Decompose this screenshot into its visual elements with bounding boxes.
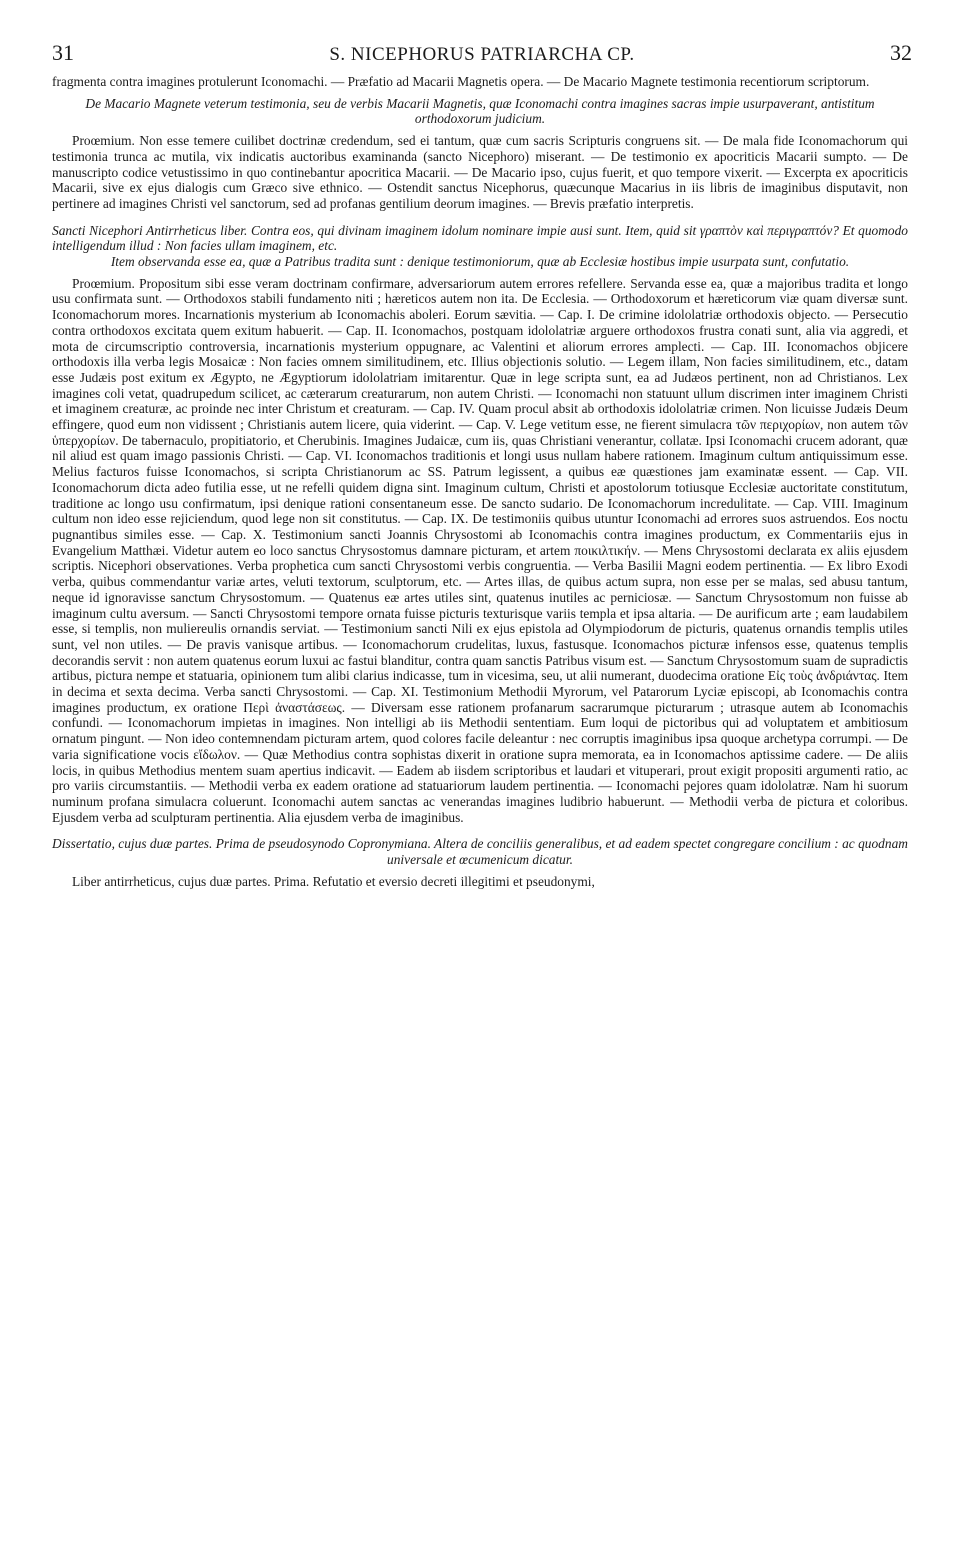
heading-observanda: Item observanda esse ea, quæ a Patribus tradita sunt : denique testimoniorum, quæ ab Ecclesiæ hostibus impie usurpata sunt, confutatio.: [110, 254, 850, 270]
paragraph-liber-antirrheticus: Liber antirrheticus, cujus duæ partes. Prima. Refutatio et eversio decreti illegitimi et pseudonymi,: [72, 873, 595, 889]
paragraph-prooemium-macarius: Proœmium. Non esse temere cuilibet doctrinæ credendum, sed ei tantum, quæ cum sacris Scripturis congruens sit. — De mala fide Iconomachorum qui testimonia trunca ac mutila, vix indicatis auctoribus examinanda (sancto Nicephoro) miserant. — De testimonio ex apocriticis Macarii sumpto. — De manuscripto codice vetustissimo in quo continebantur apocritica Macarii. — De Macario ipso, cujus fuerit, et quo tempore vixerit. — Excerpta ex apocriticis Macarii, sive ex ejus dialogis cum Græco sive ethnico. — Ostendit sanctus Nicephorus, quæcunque Macarius in iis libris de imaginibus disputavit, non pertinere ad imagines Christi vel sanctorum, sed ad profanas gentilium deorum imagines. — Brevis præfatio interpretis.: [52, 133, 908, 211]
page-header: [52, 40, 912, 72]
page-number-right: 32: [890, 40, 912, 65]
heading-dissertatio: Dissertatio, cujus duæ partes. Prima de pseudosynodo Copronymiana. Altera de conciliis generalibus, et ad eadem spectet congregare concilium : ac quodnam universale et œcumenicum dicatur.: [52, 836, 908, 868]
paragraph-prooemium-chapters: Proœmium. Propositum sibi esse veram doctrinam confirmare, adversariorum autem errores refellere. Servanda esse ea, quæ a majoribus tradita et longo usu confirmata sunt. — Orthodoxos stabili fundamento niti ; hæreticos autem non ita. De Ecclesia. — Orthodoxorum et hæreticorum viæ quam diversæ sunt. Iconomachorum mores. Incarnationis mysterium ab Iconomachis aboleri. Eorum sævitia. — Cap. I. De crimine idololatriæ orthodoxis objecto. — Persecutio contra orthodoxos excitata quem exitum habuerit. — Cap. II. Iconomachos, postquam idololatriæ arguere orthodoxos frustra conati sunt, alia via aggredi, et mota de circumscriptio controversia, incarnationis mysterium oppugnare, ac Valentini et aliorum errores amplecti. — Cap. III. Iconomachos objicere orthodoxis illa verba legis Mosaicæ : Non facies omnem similitudinem, etc. Illius objectionis solutio. — Legem illam, Non facies similitudinem, etc., datam esse Judæis post exitum ex Ægypto, ne Ægyptiorum idololatriam imitarentur. Quæ in lege scripta sunt, ea ad Judæos pertinent, non ad Christianos. Lex imagines coli vetat, quadrupedum scilicet, ac cæterarum creaturarum, non autem Christi. — Iconomachi non statuunt ullum discrimen inter imaginem Christi et imaginem creaturæ, ac proinde nec inter Christum et creaturam. — Cap. IV. Quam procul absit ab orthodoxis idololatriæ crimen. Non licuisse Judæis Deum effingere, quod eum non vidissent ; Christianis autem licere, quia viderint. — Cap. V. Lege vetitum esse, ne fierent simulacra τῶν περιχορίων, non autem τῶν ὑπερχορίων. De tabernaculo, propitiatorio, et Cherubinis. Imagines Judaicæ, cum iis, quas Christiani venerantur, collatæ. Ipsi Iconomachi crucem adorant, quæ nil aliud est quam imago passionis Christi. — Cap. VI. Iconomachos traditionis et longi usus nullam habere rationem. Imaginum cultum antiquissimum esse. Melius facturos fuisse Iconomachos, si scripta Christianorum ac SS. Patrum legissent, a quibus eæ quæstiones jam examinatæ essent. — Cap. VII. Iconomachorum dicta adeo futilia esse, ut ne refelli quidem digna sint. Imaginum cultum, Christi et apostolorum totiusque Ecclesiæ auctoritate constitutum, traditione ac longo usu confirmatum, ipsi denique rationi consentaneum esse. De sancto sudario. De Iconomachorum incredulitate. — Cap. VIII. Imaginum cultum non ideo esse rejiciendum, quod lege non sit constitutus. — Cap. IX. De testimoniis quibus utuntur Iconomachi ad errores suos astruendos. Eos noctu pugnantibus similes esse. — Cap. X. Testimonium sancti Joannis Chrysostomi ab Iconomachis contra imagines productum, ex Commentariis ejus in Evangelium Matthæi. Videtur autem eo loco sanctus Chrysostomus damnare picturam, et artem ποικιλτικήν. — Mens Chrysostomi declarata ex aliis ejusdem scriptis. Nicephori observationes. Verba prophetica cum sancti Chrysostomi verbis congruentia. — Verba Basilii Magni eodem pertinentia. — Ex libro Exodi verba, quibus commendantur variæ artes, veluti textorum, sculptorum, etc. — Artes illas, de quibus actum supra, non esse per se malas, sed abusu tantum, neque id ignoravisse sanctum Chrysostomum. — Quatenus eæ artes utiles sint, quatenus inutiles ac perniciosæ. — Sanctum Chrysostomum non fuisse ab imaginum cultu aversum. — Sancti Chrysostomi tempore ornata fuisse picturis texturisque variis templa et ipsa altaria. — De aurificum arte ; eam laudabilem esse, si templis, non muliereulis ornandis serviat. — Testimonium sancti Nili ex ejus epistola ad Olympiodorum de picturis, quatenus ornandis templis utiles sunt, vel non utiles. — De pravis vanisque artibus. — Iconomachorum crudelitas, luxus, fastusque. Iconomachos picturæ infensos esse, quatenus templis decorandis servit : non autem quatenus eorum luxui ac fastui blanditur, contra quam sanctis Patribus visum est. — Sanctum Chrysostomum suam de supradictis artibus, pictura nempe et statuaria, opinionem tum alibi clarius indicasse, tum in vicesima, seu, ut alii numerant, duodecima oratione Εἰς τοὺς ἀνδριάντας. Item in decima et sexta decima. Verba sancti Chrysostomi. — Cap. XI. Testimonium Methodii Myrorum, vel Patarorum Lyciæ episcopi, ab Iconomachis contra imagines productum, ex oratione Περὶ ἀναστάσεως. — Diversam esse rationem profanarum sacrarumque picturarum ; utrasque autem ab Iconomachis confundi. — Iconomachorum impietas in imagines. Non intelligi ab iis Methodii sententiam. Eum loqui de pictoribus qui ad voluptatem et ambitiosum ornatum pingunt. — Non ideo contemnendam picturam artem, quod colores facile deleantur : nec corruptis imaginibus ipsa quoque archetypa corrumpi. — De varia significatione vocis εἴδωλον. — Quæ Methodius contra sophistas dixerit in oratione supra memorata, ea in Iconomachos aptissime cadere. — De aliis locis, in quibus Methodius mentem suam apertius indicavit. — Eadem ab iisdem scriptoribus et laudari et vituperari, prout exigit propositi argumenti ratio, ac pro variis circumstantiis. — Methodii verba ex eadem oratione ad statuariorum laudem pertinentia. — Iconomachi pejores quam idololatræ. Nam hi suorum numinum profana simulacra coluerunt. Iconomachi autem sanctas ac venerandas imagines ludibrio habuerunt. — Methodii verba de pictura et coloribus. Ejusdem verba ad sculpturam pertinentia. Alia ejusdem verba de imaginibus.: [52, 275, 908, 825]
heading-testimonia: De Macario Magnete veterum testimonia, seu de verbis Macarii Magnetis, quæ Iconomachi contra imagines sacras impie usurpaverant, antistitum orthodoxorum judicium.: [85, 95, 875, 127]
paragraph-continuation: fragmenta contra imagines protulerunt Iconomachi. — Præfatio ad Macarii Magnetis opera. — De Macario Magnete testimonia recentiorum scriptorum.: [52, 74, 870, 89]
heading-antirrheticus: Sancti Nicephori Antirrheticus liber. Contra eos, qui divinam imaginem idolum nominare impie ausi sunt. Item, quid sit γραπτὸν καὶ περιγραπτόν? Et quomodo intelligendum illud : Non facies ullam imaginem, etc.: [52, 222, 908, 254]
page-number-left: 31: [52, 40, 74, 65]
page-body: [52, 74, 908, 889]
running-head: S. NICEPHORUS PATRIARCHA CP.: [329, 44, 635, 65]
